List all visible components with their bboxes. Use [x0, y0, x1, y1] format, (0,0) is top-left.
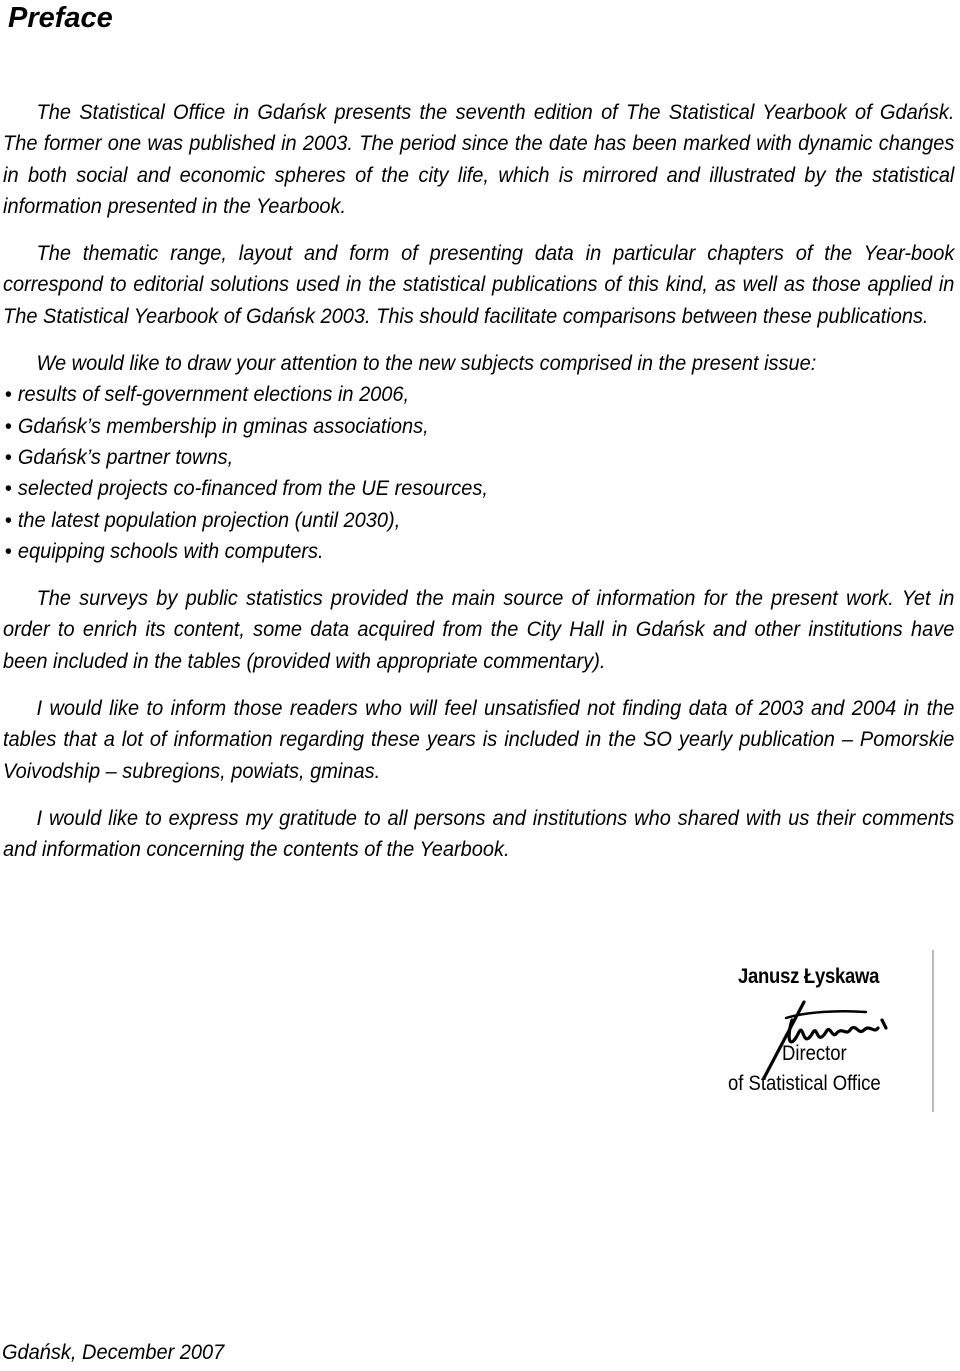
list-item: • equipping schools with computers.	[3, 536, 954, 567]
signatory-role: Director	[782, 1042, 847, 1065]
bullet-icon: •	[4, 507, 12, 532]
list-item: • Gdańsk’s partner towns,	[3, 442, 954, 473]
paragraph-readers: I would like to inform those readers who will feel unsatisfied not finding data of 2003 and 2004 in the tables that a lot of information regarding these years is included in the SO yearly publication – Pomorskie Voivodship – subregions, powiats, gminas.	[3, 696, 955, 783]
new-subjects-list	[3, 379, 954, 567]
paragraph-gratitude: I would like to express my gratitude to all persons and institutions who shared with us their comments and information concerning the contents of the Yearbook.	[3, 805, 955, 862]
paragraph-sources: The surveys by public statistics provided the main source of information for the present work. Yet in order to enrich its content, some data acquired from the City Hall in Gdańsk and other institutions have been included in the tables (provided with appropriate commentary).	[3, 586, 955, 673]
signature-divider	[932, 950, 934, 1112]
bullet-icon: •	[4, 538, 12, 563]
bullet-icon: •	[4, 413, 12, 438]
bullet-icon: •	[4, 382, 12, 407]
signatory-name: Janusz Łyskawa	[738, 965, 880, 988]
signatory-office: of Statistical Office	[728, 1072, 881, 1095]
handwritten-signature-icon	[746, 990, 906, 1080]
list-item: • the latest population projection (until 2030),	[3, 505, 954, 536]
list-item: • selected projects co-financed from the UE resources,	[3, 473, 954, 504]
preface-body	[3, 97, 954, 882]
list-item: • Gdańsk’s membership in gminas associations,	[3, 411, 954, 442]
place-and-date: Gdańsk, December 2007	[2, 1340, 225, 1364]
paragraph-intro: The Statistical Office in Gdańsk presents the seventh edition of The Statistical Yearbook of Gdańsk. The former one was published in 2003. The period since the date has been marked with dynamic changes in both social and economic spheres of the city life, which is mirrored and illustrated by the statistical information presented in the Yearbook.	[3, 100, 955, 218]
paragraph-new-subjects: We would like to draw your attention to the new subjects comprised in the present issue:	[36, 351, 817, 376]
signature-block	[726, 950, 936, 1115]
bullet-icon: •	[4, 444, 12, 469]
list-item: • results of self-government elections in 2006,	[3, 379, 954, 410]
paragraph-thematic-range: The thematic range, layout and form of presenting data in particular chapters of the Year-book correspond to editorial solutions used in the statistical publications of this kind, as well as those applied in The Statistical Yearbook of Gdańsk 2003. This should facilitate comparisons between these publications.	[3, 241, 955, 328]
page-title: Preface	[8, 2, 113, 34]
bullet-icon: •	[4, 476, 12, 501]
